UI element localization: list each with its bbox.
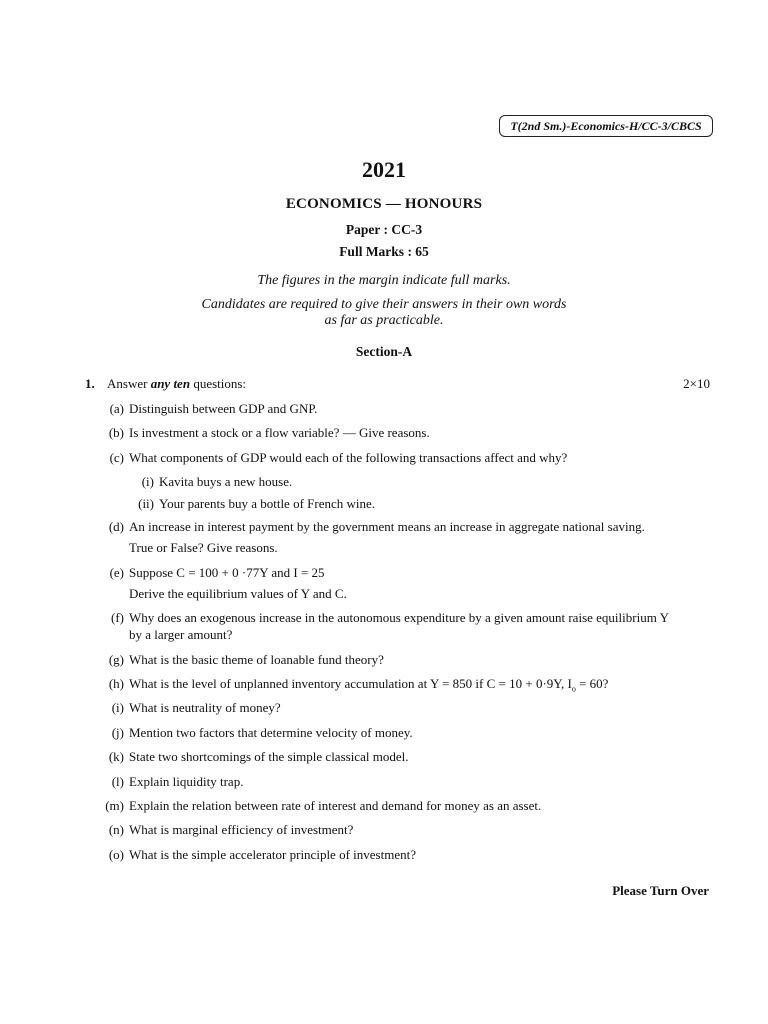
item-text: What is the simple accelerator principle of investment? <box>129 847 416 862</box>
item-text: Distinguish between GDP and GNP. <box>129 401 318 416</box>
item-label: (h) <box>108 676 124 691</box>
item-text: Mention two factors that determine velocity of money. <box>129 725 413 740</box>
question-instruction: Answer any ten questions: <box>107 376 247 391</box>
paper-code-box: T(2nd Sm.)-Economics-H/CC-3/CBCS <box>499 115 713 137</box>
question-number: 1. <box>85 376 95 391</box>
item-label: (i) <box>111 700 124 715</box>
instruction-practicable: as far as practicable. <box>324 313 444 328</box>
item-label: (o) <box>108 847 124 862</box>
item-text: State two shortcomings of the simple classical model. <box>129 749 409 764</box>
item-text: What is the level of unplanned inventory accumulation at Y = 850 if C = 10 + 0·9Y, $I_o = 60$? <box>129 676 609 694</box>
instruction-own-words: Candidates are required to give their answers in their own words <box>201 297 567 312</box>
sub-item-text: Your parents buy a bottle of French wine. <box>159 496 376 511</box>
item-text: Why does an exogenous increase in the autonomous expenditure by a given amount raise equilibrium Y <box>129 610 669 625</box>
subject-title: ECONOMICS — HONOURS <box>285 196 483 212</box>
paper-number: Paper : CC-3 <box>345 222 423 237</box>
item-label: (b) <box>108 425 124 440</box>
item-text: An increase in interest payment by the government means an increase in aggregate national saving. <box>129 519 645 534</box>
item-label: (a) <box>109 401 124 416</box>
item-label: (d) <box>108 519 124 534</box>
exam-year: 2021 <box>362 157 406 182</box>
section-heading: Section-A <box>355 344 413 359</box>
item-label: (l) <box>111 774 124 789</box>
item-label: (f) <box>111 610 124 625</box>
item-text-continued: by a larger amount? <box>129 627 233 642</box>
full-marks: Full Marks : 65 <box>339 244 429 259</box>
item-text: What is the basic theme of loanable fund theory? <box>129 652 384 667</box>
item-text: What is neutrality of money? <box>129 700 281 715</box>
item-text: What is marginal efficiency of investment? <box>129 822 354 837</box>
item-label: (e) <box>109 565 124 580</box>
question-marks: 2×10 <box>683 376 710 391</box>
item-label: (g) <box>108 652 124 667</box>
please-turn-over: Please Turn Over <box>612 883 709 898</box>
item-label: (j) <box>111 725 124 740</box>
sub-item-text: Kavita buys a new house. <box>159 474 293 489</box>
item-text: Explain liquidity trap. <box>129 774 244 789</box>
item-label: (k) <box>108 749 124 764</box>
item-text-continued: True or False? Give reasons. <box>129 540 278 555</box>
sub-item-label: (i) <box>141 474 154 489</box>
item-text-continued: Derive the equilibrium values of Y and C. <box>129 586 347 601</box>
item-text: Is investment a stock or a flow variable? — Give reasons. <box>129 425 430 440</box>
item-label: (m) <box>105 798 124 813</box>
item-text: Explain the relation between rate of interest and demand for money as an asset. <box>129 798 542 813</box>
item-text: Suppose C = 100 + 0 ·77Y and I = 25 <box>129 565 325 580</box>
question-emphasis: any ten <box>150 376 191 391</box>
instruction-margin-marks: The figures in the margin indicate full marks. <box>257 273 511 288</box>
item-text: What components of GDP would each of the following transactions affect and why? <box>129 450 568 465</box>
item-label: (c) <box>109 450 124 465</box>
sub-item-label: (ii) <box>138 496 154 511</box>
item-label: (n) <box>108 822 124 837</box>
